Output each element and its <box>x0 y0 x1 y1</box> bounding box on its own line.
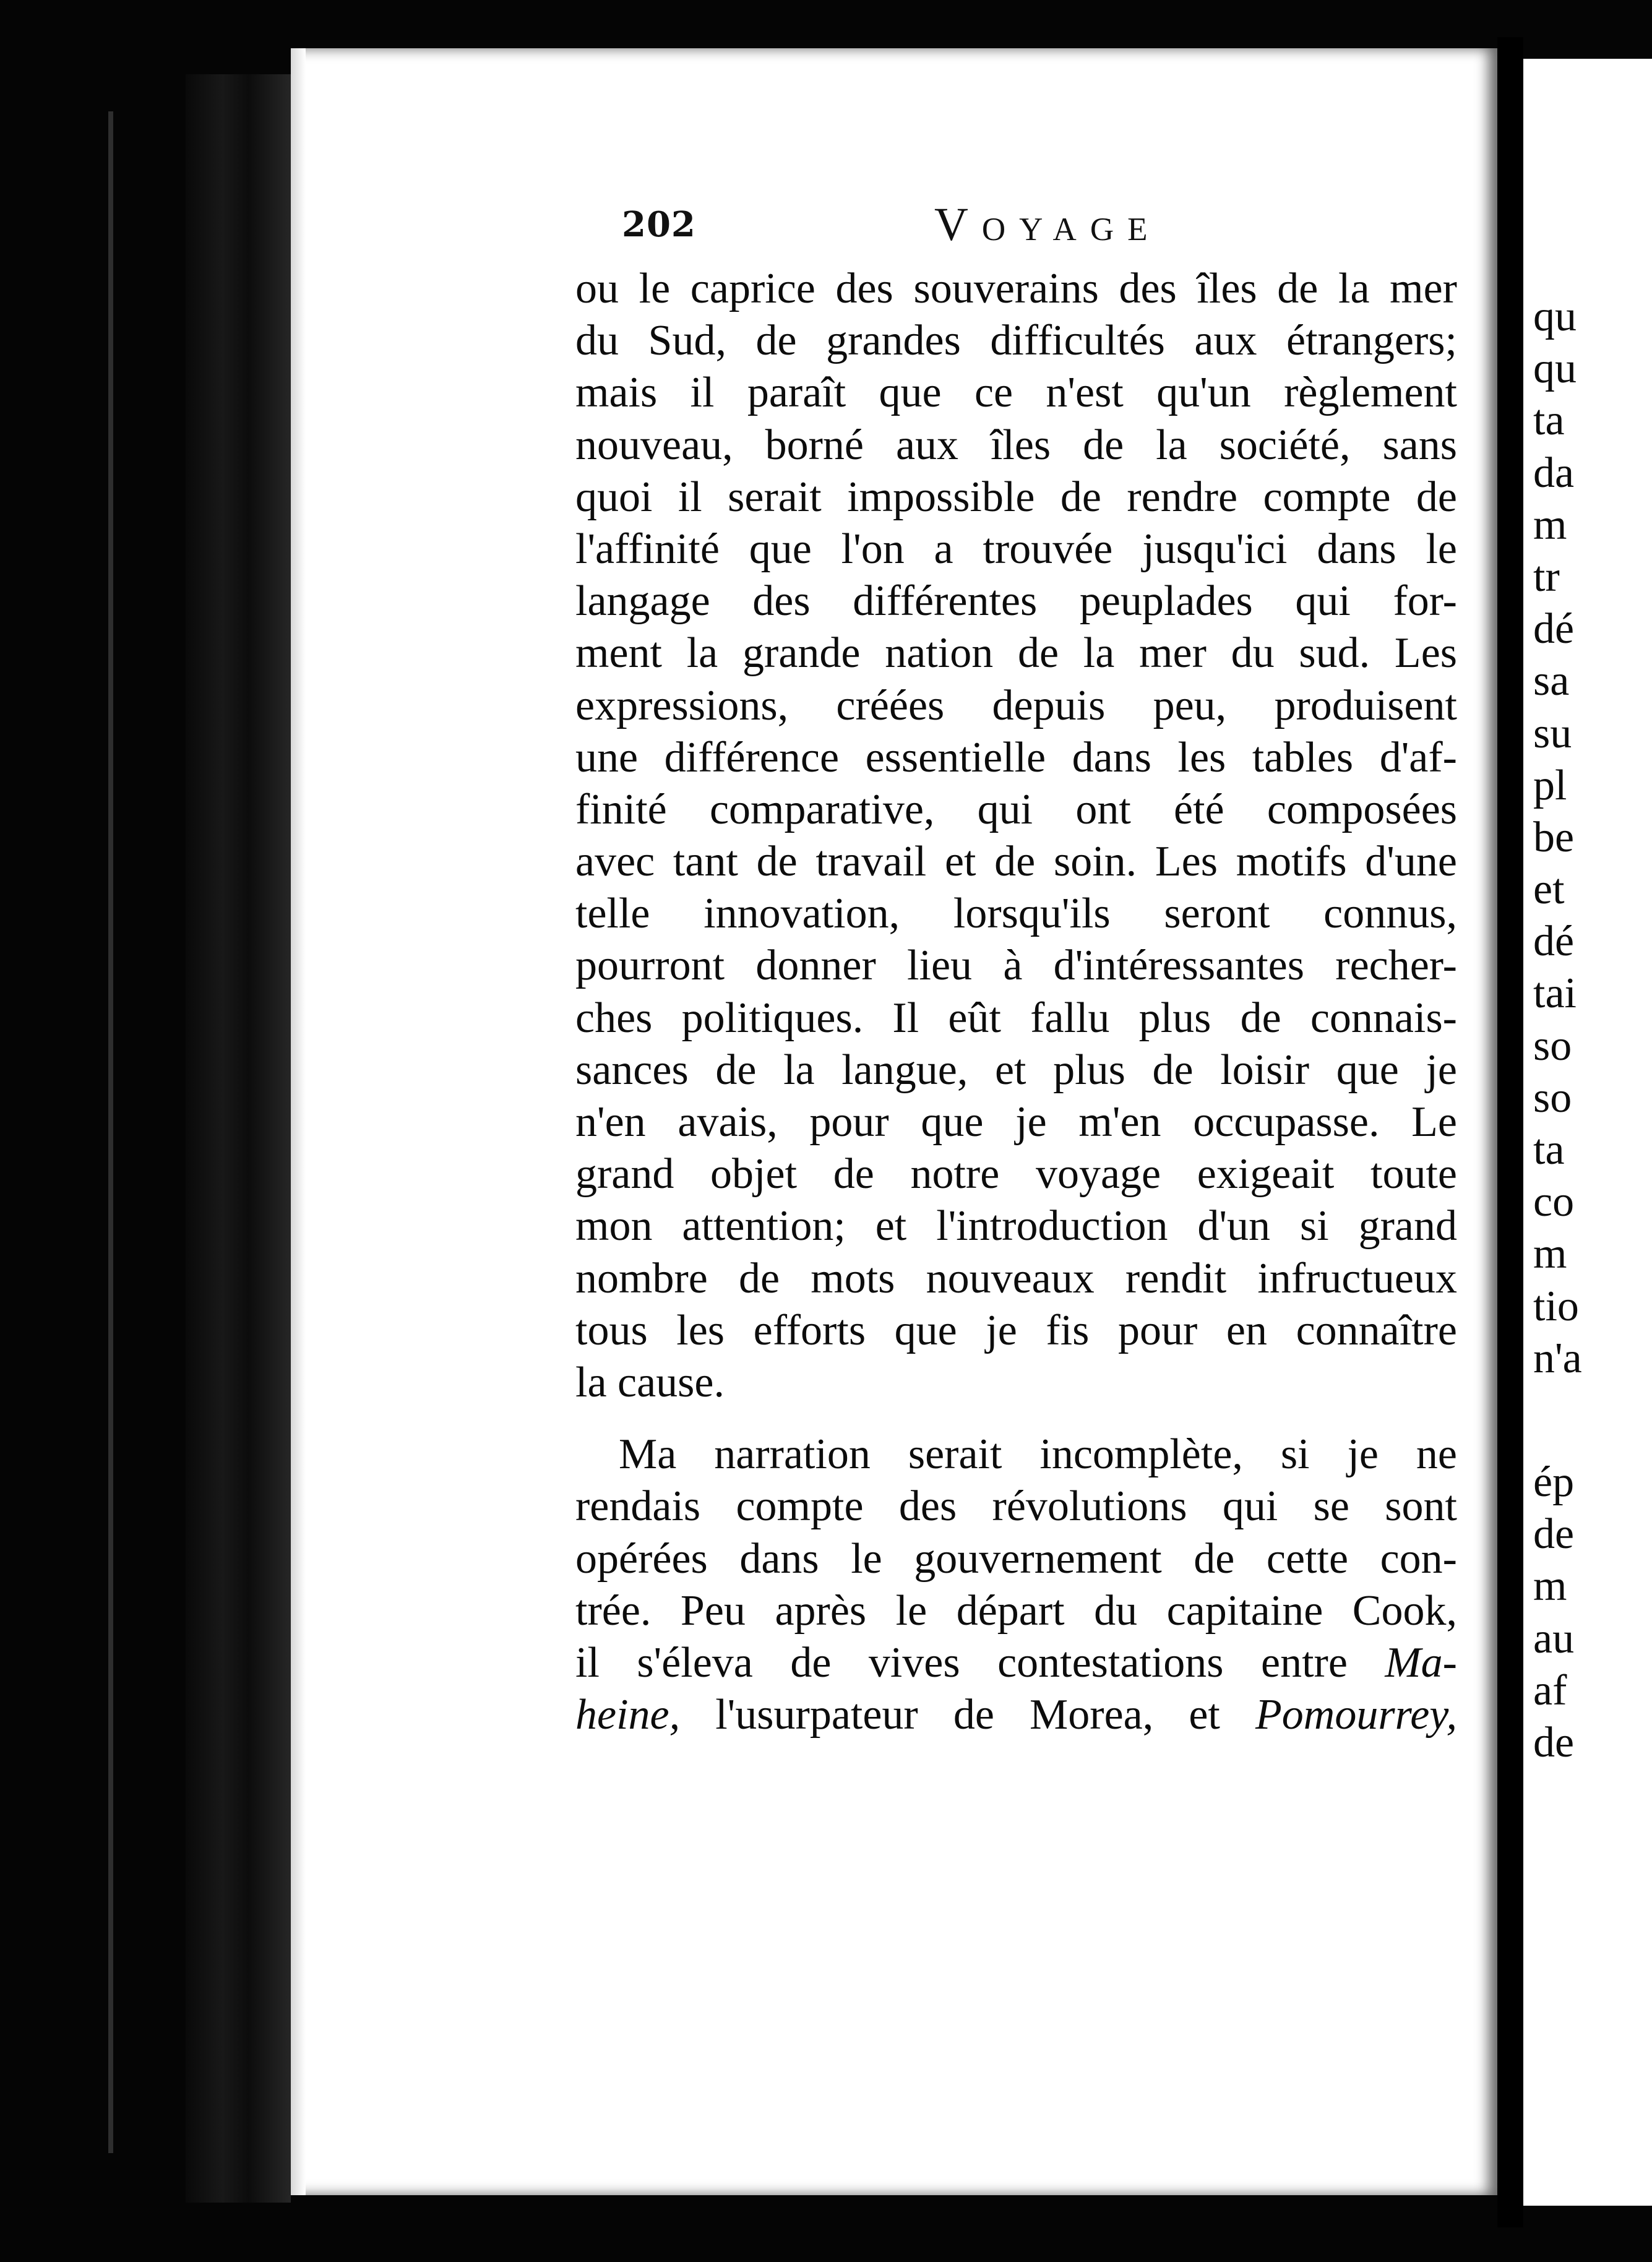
text-line <box>575 315 1457 367</box>
facing-line-fragment: ta <box>1533 397 1565 445</box>
text-line <box>575 627 1457 679</box>
text-segment: langage des différentes peuplades qui for- <box>575 577 1457 626</box>
facing-line-fragment: tr <box>1533 553 1560 601</box>
text-segment: nouveau, borné aux îles de la société, sans <box>575 421 1457 469</box>
facing-line-fragment: af <box>1533 1666 1567 1714</box>
text-line <box>575 836 1457 888</box>
facing-line-fragment: qu <box>1533 345 1577 393</box>
text-line <box>575 419 1457 471</box>
text-segment: une différence essentielle dans les tables d'af- <box>575 733 1457 781</box>
paragraph-spacer <box>575 1409 1457 1429</box>
text-line <box>575 784 1457 836</box>
text-segment: nombre de mots nouveaux rendit infructueux <box>575 1254 1457 1302</box>
paragraph-1 <box>575 263 1457 1409</box>
text-line <box>575 523 1457 575</box>
text-line <box>575 1148 1457 1200</box>
text-line <box>575 940 1457 992</box>
text-segment: Ma narration serait incomplète, si je ne <box>619 1430 1457 1479</box>
facing-line-fragment: tai <box>1533 970 1577 1018</box>
paragraph-2 <box>575 1429 1457 1741</box>
text-segment: rendais compte des révolutions qui se sont <box>575 1482 1457 1531</box>
text-line <box>575 471 1457 523</box>
facing-page-block-1 <box>1533 291 1651 1385</box>
facing-line-fragment: sa <box>1533 657 1570 705</box>
text-line <box>575 1305 1457 1357</box>
text-line <box>575 263 1457 315</box>
text-segment: ment la grande nation de la mer du sud. Les <box>575 629 1457 677</box>
facing-line-fragment: dé <box>1533 605 1575 653</box>
facing-line-fragment: tio <box>1533 1282 1579 1330</box>
facing-line-fragment: au <box>1533 1614 1575 1662</box>
facing-page-spacer <box>1533 1385 1651 1456</box>
text-segment: il s'éleva de vives contestations entre <box>575 1638 1385 1687</box>
text-segment: expressions, créées depuis peu, produisent <box>575 681 1457 729</box>
facing-line-fragment: ta <box>1533 1126 1565 1174</box>
text-line <box>575 1585 1457 1637</box>
facing-line-fragment: m <box>1533 1562 1567 1610</box>
text-line <box>575 1096 1457 1148</box>
text-segment: n'en avais, pour que je m'en occupasse. Le <box>575 1098 1457 1146</box>
text-line <box>575 992 1457 1044</box>
facing-line-fragment: m <box>1533 501 1567 549</box>
facing-line-fragment: n'a <box>1533 1334 1582 1382</box>
text-line <box>575 1689 1457 1741</box>
facing-line-fragment: be <box>1533 813 1575 861</box>
text-line <box>575 367 1457 419</box>
text-segment: avec tant de travail et de soin. Les motifs d'une <box>575 838 1457 886</box>
binding-shadow <box>186 74 291 2203</box>
text-line <box>575 888 1457 940</box>
text-line <box>575 1200 1457 1252</box>
facing-line-fragment: de <box>1533 1510 1575 1559</box>
text-segment: finité comparative, qui ont été composées <box>575 785 1457 833</box>
page-number: 202 <box>622 204 696 245</box>
text-segment: trée. Peu après le départ du capitaine Cook, <box>575 1586 1457 1635</box>
facing-line-fragment: pl <box>1533 761 1567 809</box>
page-gutter <box>1497 37 1523 2227</box>
text-segment: ou le caprice des souverains des îles de la mer <box>575 265 1457 312</box>
text-segment: l'affinité que l'on a trouvée jusqu'ici dans le <box>575 525 1457 573</box>
facing-line-fragment: su <box>1533 709 1572 757</box>
text-segment: quoi il serait impossible de rendre compte de <box>575 473 1457 521</box>
text-line <box>575 1044 1457 1096</box>
text-segment: l'usurpateur de Morea, et <box>680 1691 1256 1739</box>
text-segment: pourront donner lieu à d'intéressantes recher- <box>575 942 1457 990</box>
facing-line-fragment: so <box>1533 1021 1572 1070</box>
facing-line-fragment: co <box>1533 1178 1575 1226</box>
text-segment: du Sud, de grandes difficultés aux étrangers; <box>575 317 1457 365</box>
text-segment: opérées dans le gouvernement de cette con- <box>575 1534 1457 1583</box>
italic-text: heine, <box>575 1691 681 1739</box>
text-line <box>575 575 1457 627</box>
running-title: Voyage <box>934 199 1161 251</box>
text-segment: telle innovation, lorsqu'ils seront connus, <box>575 890 1457 938</box>
text-line <box>575 680 1457 732</box>
italic-text: Ma- <box>1385 1638 1457 1687</box>
text-line <box>575 732 1457 784</box>
facing-line-fragment: et <box>1533 866 1565 914</box>
facing-line-fragment: so <box>1533 1073 1572 1122</box>
facing-line-fragment: qu <box>1533 293 1577 340</box>
text-line <box>575 1253 1457 1305</box>
facing-line-fragment: dé <box>1533 918 1575 966</box>
facing-line-fragment: de <box>1533 1718 1575 1766</box>
page-header <box>622 198 1216 266</box>
facing-line-fragment: ép <box>1533 1458 1575 1506</box>
facing-page-block-2 <box>1533 1456 1651 1769</box>
text-line <box>575 1637 1457 1689</box>
facing-line-fragment: da <box>1533 449 1575 497</box>
text-segment: la cause. <box>575 1358 725 1406</box>
text-line <box>575 1429 1457 1481</box>
text-line <box>575 1357 1457 1409</box>
text-segment: grand objet de notre voyage exigeait toute <box>575 1150 1457 1198</box>
text-segment: mais il paraît que ce n'est qu'un règlement <box>575 369 1457 417</box>
text-segment: sances de la langue, et plus de loisir que je <box>575 1046 1457 1094</box>
facing-line-fragment: m <box>1533 1230 1567 1278</box>
body-text <box>575 263 1457 1741</box>
text-line <box>575 1533 1457 1585</box>
italic-text: Pomourrey, <box>1255 1691 1457 1739</box>
text-line <box>575 1481 1457 1533</box>
text-segment: ches politiques. Il eût fallu plus de connais- <box>575 994 1457 1042</box>
text-segment: mon attention; et l'introduction d'un si grand <box>575 1202 1457 1250</box>
book-edge-streak <box>108 111 113 2153</box>
text-segment: tous les efforts que je fis pour en connaître <box>575 1306 1457 1354</box>
facing-page-text <box>1533 291 1651 1769</box>
